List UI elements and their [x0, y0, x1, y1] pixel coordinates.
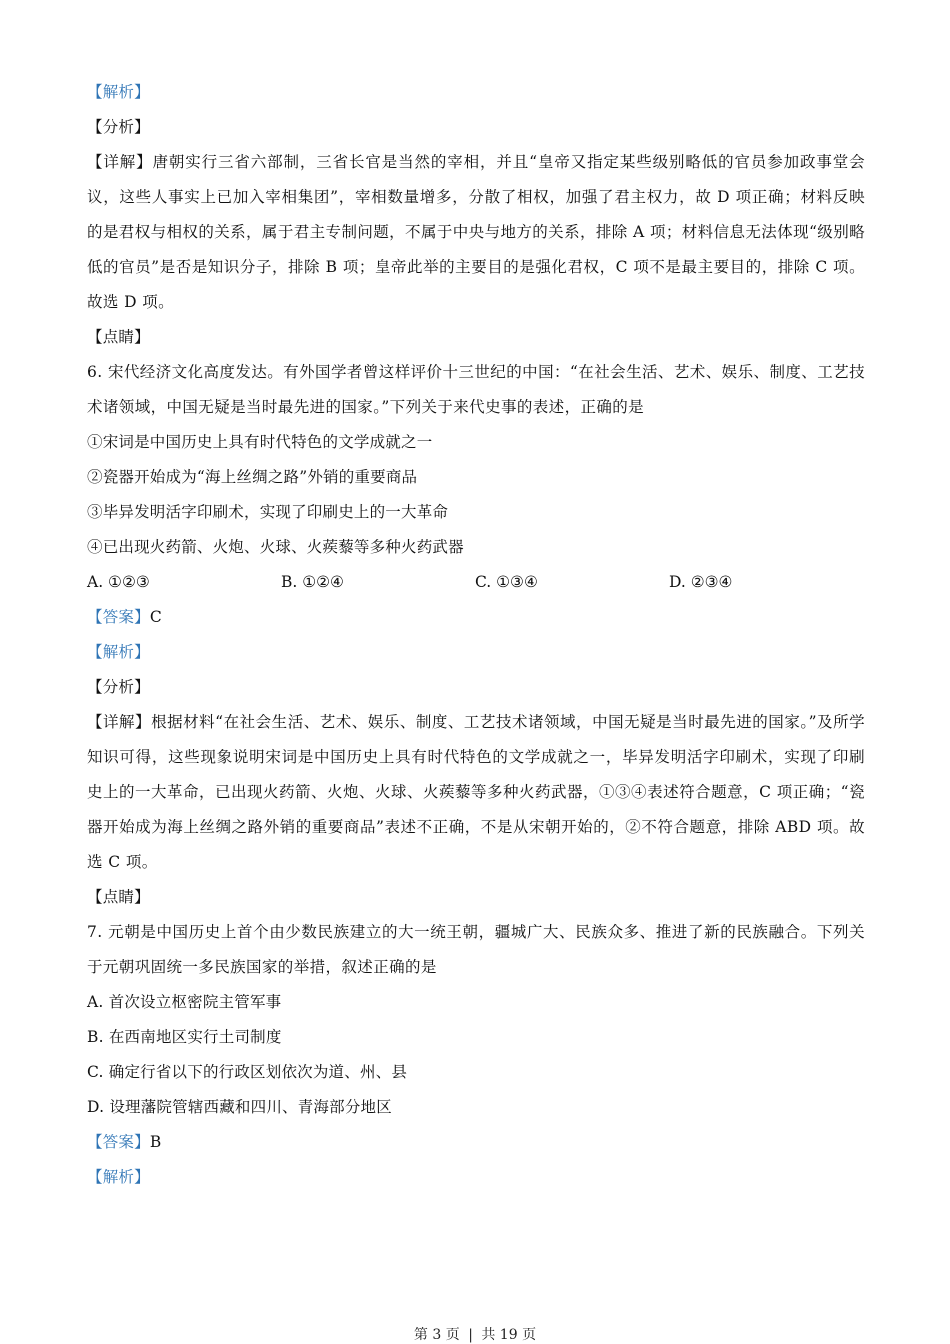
- q7-option-b: B. 在西南地区实行土司制度: [87, 1028, 282, 1046]
- q6-statement-2: ②瓷器开始成为“海上丝绸之路”外销的重要商品: [87, 468, 418, 486]
- q6-dianjing-label: 【点睛】: [87, 888, 150, 906]
- q6-answer-label: 【答案】: [87, 608, 150, 626]
- q6-statement-1: ①宋词是中国历史上具有时代特色的文学成就之一: [87, 433, 433, 451]
- q7-answer: [87, 1125, 865, 1160]
- q7-stem: 7. 元朝是中国历史上首个由少数民族建立的大一统王朝，疆城广大、民族众多、推进了新的民族融合。下列关于元朝巩固统一多民族国家的举措，叙述正确的是: [87, 923, 865, 976]
- q7-jiexi-label: 【解析】: [87, 1168, 150, 1186]
- q6-answer: [87, 600, 865, 635]
- q6-option-a: A. ①②③: [87, 573, 150, 591]
- q6-xiangjie-text: 根据材料“在社会生活、艺术、娱乐、制度、工艺技术诸领域，中国无疑是当时最先进的国家。”及所学知识可得，这些现象说明宋词是中国历史上具有时代特色的文学成就之一，毕异发明活字印刷术，实现了印刷史上的一大革命，已出现火药箭、火炮、火球、火蒺藜等多种火药武器，①③④表述符合题意，C 项正确；“瓷器开始成为海上丝绸之路外销的重要商品”表述不正确，不是从宋朝开始的，②不符合题意，排除 ABD 项。故选 C 项。: [87, 713, 865, 871]
- page-content: [87, 75, 865, 1195]
- q6-stem: 6. 宋代经济文化高度发达。有外国学者曾这样评价十三世纪的中国：“在社会生活、艺术、娱乐、制度、工艺技术诸领域，中国无疑是当时最先进的国家。”下列关于来代史事的表述，正确的是: [87, 363, 865, 416]
- q6-statement-3: ③毕异发明活字印刷术，实现了印刷史上的一大革命: [87, 503, 449, 521]
- q6-xiangjie: [87, 705, 865, 880]
- q6-option-c: C. ①③④: [475, 573, 538, 591]
- q7-answer-value: B: [149, 1133, 162, 1151]
- page-number-total: 共 19 页: [481, 1327, 537, 1343]
- q6-options: [87, 565, 865, 600]
- q6-option-d: D. ②③④: [669, 573, 733, 591]
- q6-xiangjie-label: 【详解】: [87, 713, 152, 731]
- q5-fenxi-label: 【分析】: [87, 118, 150, 136]
- page-footer: [0, 1324, 950, 1344]
- q7-option-d: D. 设理藩院管辖西藏和四川、青海部分地区: [87, 1098, 392, 1116]
- q7-option-c: C. 确定行省以下的行政区划依次为道、州、县: [87, 1063, 408, 1081]
- page-number-separator: |: [468, 1327, 473, 1343]
- q6-option-b: B. ①②④: [281, 573, 344, 591]
- q6-answer-value: C: [149, 608, 162, 626]
- q5-xiangjie: [87, 145, 865, 320]
- q7-option-a: A. 首次设立枢密院主管军事: [87, 993, 282, 1011]
- q6-jiexi-label: 【解析】: [87, 643, 150, 661]
- q5-xiangjie-label: 【详解】: [87, 153, 153, 171]
- q6-fenxi-label: 【分析】: [87, 678, 150, 696]
- q5-jiexi-label: 【解析】: [87, 83, 150, 101]
- page-number-current: 第 3 页: [413, 1327, 460, 1343]
- q5-dianjing-label: 【点睛】: [87, 328, 150, 346]
- q6-statement-4: ④已出现火药箭、火炮、火球、火蒺藜等多种火药武器: [87, 538, 464, 556]
- q7-answer-label: 【答案】: [87, 1133, 150, 1151]
- q5-xiangjie-text: 唐朝实行三省六部制，三省长官是当然的宰相，并且“皇帝又指定某些级别略低的官员参加政事堂会议，这些人事实上已加入宰相集团”，宰相数量增多，分散了相权，加强了君主权力，故 D 项正确；材料反映的是君权与相权的关系，属于君主专制问题，不属于中央与地方的关系，排除 A 项；材料信息无法体现“级别略低的官员”是否是知识分子，排除 B 项；皇帝此举的主要目的是强化君权，C 项不是最主要目的，排除 C 项。故选 D 项。: [87, 153, 865, 311]
